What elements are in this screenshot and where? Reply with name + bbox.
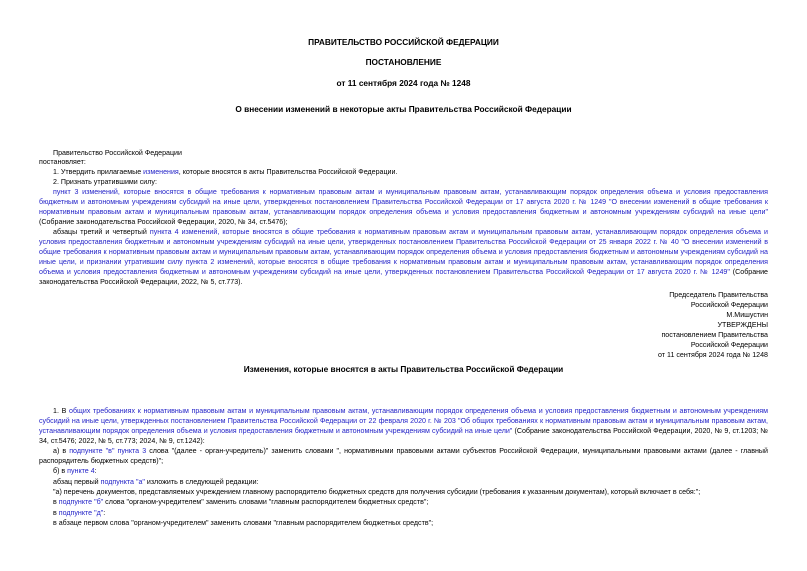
change-item-b-1: [53, 477, 768, 487]
signature-block: [658, 290, 768, 360]
text: в: [53, 498, 59, 506]
change-item-b-5: в абзаце первом слова "органом-учредителем" заменить словами "главным распорядителем бюджетных средств";: [53, 519, 434, 527]
change-item-1: [39, 406, 768, 446]
text: (Собрание законодательства Российской Федерации, 2020, № 34, ст.5476);: [39, 218, 288, 226]
text: б) в: [53, 467, 68, 475]
paragraph-repeal-item-1: [39, 187, 768, 227]
change-item-b-3: [53, 497, 768, 507]
signature-name: М.Мишустин: [726, 311, 768, 319]
paragraph-decrees: постановляет:: [39, 158, 86, 166]
link-subpoint-a[interactable]: подпункта "а": [100, 478, 145, 486]
link-point-4[interactable]: пункта 4 изменений, которые вносятся в общие требования к нормативным правовым актам и муниципальным правовым актам, устанавливающим порядок определения объема и условия предоставления бюджетным и автономным учреждениям субсидий на иные цели, утвержденных постановлением Правительства Российской Федерации от 25 января 2022 г. № 40 "О внесении изменений в общие требования к нормативным правовым актам и муниципальным правовым актам, устанавливающим порядок определения объема и условия предоставления бюджетным и автономным учреждениям субсидий на иные цели, и признании утратившим силу пункта 2 изменений, которые вносятся в общие требования к нормативным правовым актам и муниципальным правовым актам, устанавливающим порядок определения объема и условия предоставления бюджетным и автономным учреждениям субсидий на иные цели, утвержденных постановлением Правительства Российской Федерации от 17 августа 2020 г. № 1249": [39, 228, 768, 276]
link-general-requirements[interactable]: общих требованиях к нормативным правовым актам и муниципальным правовым актам, устанавливающим порядок определения объема и условия предоставления бюджетным и автономным учреждениям субсидий на иные цели, утвержденных постановлением Правительства Российской Федерации от 22 февраля 2020 г. № 203 "Об общих требованиях к нормативным правовым актам и муниципальным правовым актам, устанавливающим порядок определения объема и условия предоставления бюджетным и автономным учреждениям субсидий на иные цели": [39, 407, 769, 435]
government-heading: ПРАВИТЕЛЬСТВО РОССИЙСКОЙ ФЕДЕРАЦИИ: [308, 37, 499, 47]
link-subpoint-d[interactable]: подпункте "д": [58, 509, 104, 517]
text: 1. Утвердить прилагаемые: [53, 168, 144, 176]
paragraph-approve: [53, 167, 768, 177]
approved-by: постановлением Правительства: [661, 331, 768, 339]
text: 1. В: [53, 407, 70, 415]
text: , которые вносятся в акты Правительства Российской Федерации.: [178, 168, 398, 176]
text: а) в: [53, 447, 70, 455]
document-title: О внесении изменений в некоторые акты Правительства Российской Федерации: [235, 104, 572, 114]
change-item-b-4: [53, 508, 768, 518]
text: слова "(далее - орган-учредитель)" заменить словами ", нормативными правовыми актами субъектов Российской Федерации, муниципальными правовыми актами (далее - главный распорядитель бюджетных средств)";: [39, 447, 768, 465]
link-changes[interactable]: изменения: [143, 168, 179, 176]
paragraph-repeal: 2. Признать утратившими силу:: [53, 178, 157, 186]
text: (Собрание законодательства Российской Федерации, 2022, № 5, ст.773).: [39, 268, 769, 286]
signature-org: Российской Федерации: [690, 301, 768, 309]
signature-title: Председатель Правительства: [669, 291, 768, 299]
link-subpoint-v-point-3[interactable]: подпункте "в" пункта 3: [69, 447, 147, 455]
paragraph-repeal-item-2: [39, 227, 768, 287]
link-point-3[interactable]: пункт 3 изменений, которые вносятся в общие требования к нормативным правовым актам и муниципальным правовым актам, устанавливающим порядок определения объема и условия предоставления бюджетным и автономным учреждениям субсидий на иные цели, утвержденных постановлением Правительства Российской Федерации от 17 августа 2020 г. № 1249 "О внесении изменений в общие требования к нормативным правовым актам и муниципальным правовым актам, устанавливающим порядок определения объема и условия предоставления бюджетным и автономным учреждениям субсидий на иные цели": [39, 188, 768, 216]
paragraph-government: Правительство Российской Федерации: [53, 149, 182, 157]
change-item-a: [39, 446, 768, 466]
text: абзацы третий и четвертый: [53, 228, 150, 236]
change-item-b: [53, 466, 768, 476]
text: (Собрание законодательства Российской Федерации, 2020, № 9, ст.1203; № 34, ст.5476; 2022, № 5, ст.773; 2024, № 9, ст.1242):: [39, 427, 768, 445]
text: абзац первый: [53, 478, 101, 486]
text: :: [94, 467, 97, 475]
approved-date: от 11 сентября 2024 года № 1248: [658, 351, 768, 359]
text: слова "органом-учредителем" заменить словами "главным распорядителем бюджетных средств";: [103, 498, 429, 506]
date-number-heading: от 11 сентября 2024 года № 1248: [336, 78, 471, 88]
changes-title: Изменения, которые вносятся в акты Правительства Российской Федерации: [243, 364, 564, 374]
link-point-4-b[interactable]: пункте 4: [67, 467, 95, 475]
text: изложить в следующей редакции:: [144, 478, 259, 486]
text: в: [53, 509, 59, 517]
doc-type-heading: ПОСТАНОВЛЕНИЕ: [365, 57, 442, 67]
change-item-b-2: "а) перечень документов, представляемых учреждением главному распорядителю бюджетных средств для получения субсидии (требования к указанным документам), который включает в себя:";: [53, 488, 701, 496]
text: :: [103, 509, 106, 517]
approved-org: Российской Федерации: [690, 341, 768, 349]
link-subpoint-b[interactable]: подпункте "б": [58, 498, 104, 506]
approved-label: УТВЕРЖДЕНЫ: [717, 321, 768, 329]
